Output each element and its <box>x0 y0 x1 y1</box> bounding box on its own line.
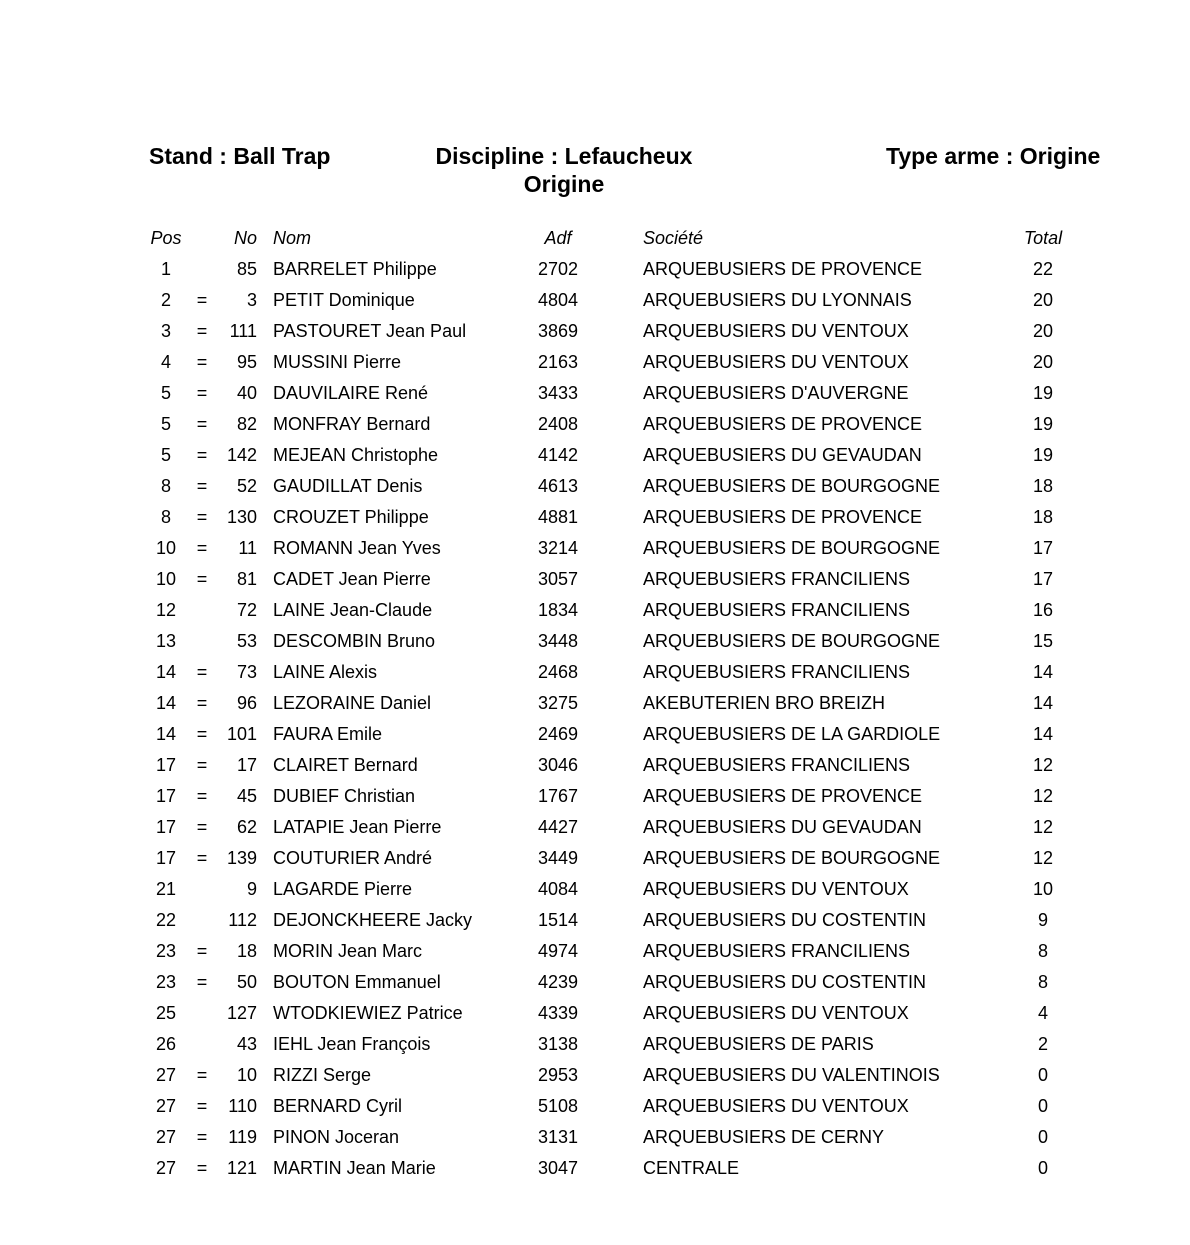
cell-pos: 8 <box>160 476 171 496</box>
cell-societe: ARQUEBUSIERS DE BOURGOGNE <box>643 476 941 496</box>
cell-no: 9 <box>246 879 257 899</box>
cell-no: 82 <box>236 414 257 434</box>
table-header-row <box>145 223 1073 254</box>
cell-pos: 5 <box>160 414 171 434</box>
cell-no: 50 <box>236 972 257 992</box>
cell-adf: 1514 <box>537 910 579 930</box>
cell-societe: ARQUEBUSIERS DU COSTENTIN <box>643 910 927 930</box>
table-row <box>145 781 1073 812</box>
cell-adf: 4974 <box>537 941 579 961</box>
cell-total: 18 <box>1032 507 1054 527</box>
cell-societe: ARQUEBUSIERS DE PROVENCE <box>643 414 923 434</box>
cell-no: 3 <box>246 290 257 310</box>
cell-total: 19 <box>1032 414 1054 434</box>
cell-societe: ARQUEBUSIERS FRANCILIENS <box>643 569 911 589</box>
table-row <box>145 440 1073 471</box>
cell-nom: LATAPIE Jean Pierre <box>273 817 442 837</box>
cell-pos: 2 <box>160 290 171 310</box>
cell-nom: MORIN Jean Marc <box>273 941 423 961</box>
cell-adf: 4239 <box>537 972 579 992</box>
cell-no: 40 <box>236 383 257 403</box>
table-row <box>145 1153 1073 1184</box>
cell-tie: = <box>196 321 208 341</box>
cell-pos: 5 <box>160 383 171 403</box>
cell-no: 85 <box>236 259 257 279</box>
cell-pos: 1 <box>160 259 171 279</box>
table-row <box>145 750 1073 781</box>
cell-no: 18 <box>236 941 257 961</box>
cell-pos: 13 <box>155 631 177 651</box>
cell-total: 12 <box>1032 848 1054 868</box>
cell-tie: = <box>196 414 208 434</box>
cell-adf: 5108 <box>537 1096 579 1116</box>
cell-total: 17 <box>1032 569 1054 589</box>
cell-societe: ARQUEBUSIERS DU LYONNAIS <box>643 290 912 310</box>
table-row <box>145 502 1073 533</box>
cell-adf: 2408 <box>537 414 579 434</box>
cell-pos: 4 <box>160 352 171 372</box>
cell-societe: ARQUEBUSIERS D'AUVERGNE <box>643 383 909 403</box>
cell-adf: 4427 <box>537 817 579 837</box>
cell-societe: ARQUEBUSIERS DE BOURGOGNE <box>643 848 941 868</box>
cell-nom: RIZZI Serge <box>273 1065 372 1085</box>
table-row <box>145 1060 1073 1091</box>
cell-pos: 27 <box>155 1096 177 1116</box>
cell-pos: 12 <box>155 600 177 620</box>
cell-nom: CADET Jean Pierre <box>273 569 431 589</box>
cell-societe: ARQUEBUSIERS DE BOURGOGNE <box>643 538 941 558</box>
table-row <box>145 285 1073 316</box>
cell-no: 43 <box>236 1034 257 1054</box>
column-header-nom: Nom <box>273 228 312 248</box>
table-row <box>145 1122 1073 1153</box>
cell-nom: MEJEAN Christophe <box>273 445 439 465</box>
cell-nom: BOUTON Emmanuel <box>273 972 441 992</box>
cell-no: 17 <box>236 755 257 775</box>
results-body <box>145 254 1073 1184</box>
weapon-type-title: Type arme : Origine <box>886 143 1101 169</box>
cell-adf: 2702 <box>537 259 579 279</box>
table-row <box>145 874 1073 905</box>
cell-pos: 3 <box>160 321 171 341</box>
cell-nom: LEZORAINE Daniel <box>273 693 432 713</box>
cell-total: 14 <box>1032 662 1054 682</box>
cell-no: 119 <box>228 1127 257 1147</box>
cell-nom: LAINE Jean-Claude <box>273 600 433 620</box>
cell-total: 22 <box>1032 259 1054 279</box>
cell-societe: ARQUEBUSIERS DE PROVENCE <box>643 786 923 806</box>
table-row <box>145 843 1073 874</box>
cell-adf: 3047 <box>537 1158 579 1178</box>
cell-nom: DAUVILAIRE René <box>273 383 429 403</box>
results-table <box>145 223 1073 1184</box>
cell-pos: 8 <box>160 507 171 527</box>
cell-societe: ARQUEBUSIERS DU GEVAUDAN <box>643 445 922 465</box>
cell-nom: LAINE Alexis <box>273 662 378 682</box>
cell-adf: 4804 <box>537 290 579 310</box>
table-row <box>145 254 1073 285</box>
cell-societe: AKEBUTERIEN BRO BREIZH <box>643 693 886 713</box>
cell-societe: ARQUEBUSIERS DE PARIS <box>643 1034 874 1054</box>
cell-nom: PETIT Dominique <box>273 290 415 310</box>
cell-nom: CLAIRET Bernard <box>273 755 418 775</box>
cell-nom: MONFRAY Bernard <box>273 414 431 434</box>
cell-tie: = <box>196 290 208 310</box>
cell-total: 0 <box>1037 1096 1048 1116</box>
table-row <box>145 657 1073 688</box>
cell-pos: 27 <box>155 1158 177 1178</box>
cell-adf: 4881 <box>537 507 579 527</box>
cell-societe: ARQUEBUSIERS DU GEVAUDAN <box>643 817 922 837</box>
cell-societe: ARQUEBUSIERS FRANCILIENS <box>643 755 911 775</box>
cell-total: 8 <box>1037 941 1048 961</box>
cell-societe: ARQUEBUSIERS DU VENTOUX <box>643 1003 909 1023</box>
table-row <box>145 347 1073 378</box>
column-header-total: Total <box>1023 228 1063 248</box>
table-row <box>145 905 1073 936</box>
table-row <box>145 626 1073 657</box>
cell-no: 81 <box>236 569 257 589</box>
cell-adf: 4339 <box>537 1003 579 1023</box>
cell-tie <box>187 905 217 936</box>
table-row <box>145 471 1073 502</box>
cell-pos: 21 <box>155 879 177 899</box>
cell-total: 0 <box>1037 1065 1048 1085</box>
cell-tie: = <box>196 817 208 837</box>
table-row <box>145 936 1073 967</box>
cell-nom: PINON Jocеran <box>273 1127 400 1147</box>
cell-no: 96 <box>236 693 257 713</box>
cell-pos: 22 <box>155 910 177 930</box>
cell-tie: = <box>196 352 208 372</box>
cell-nom: FAURA Emile <box>273 724 383 744</box>
cell-nom: BERNARD Cyril <box>273 1096 403 1116</box>
cell-no: 45 <box>236 786 257 806</box>
cell-total: 0 <box>1037 1158 1048 1178</box>
cell-no: 142 <box>226 445 257 465</box>
column-header-tie <box>187 223 217 254</box>
cell-societe: ARQUEBUSIERS DU VALENTINOIS <box>643 1065 940 1085</box>
table-row <box>145 1029 1073 1060</box>
cell-adf: 4613 <box>537 476 579 496</box>
cell-adf: 3275 <box>537 693 579 713</box>
cell-no: 72 <box>236 600 257 620</box>
cell-adf: 3046 <box>537 755 579 775</box>
cell-pos: 26 <box>155 1034 177 1054</box>
cell-tie: = <box>196 755 208 775</box>
cell-tie: = <box>196 1065 208 1085</box>
cell-nom: DEJONCKHEERE Jacky <box>273 910 473 930</box>
table-row <box>145 967 1073 998</box>
cell-nom: PASTOURET Jean Paul <box>273 321 467 341</box>
cell-no: 139 <box>226 848 257 868</box>
cell-tie <box>187 1029 217 1060</box>
table-row <box>145 316 1073 347</box>
stand-title: Stand : Ball Trap <box>149 143 331 169</box>
cell-total: 15 <box>1032 631 1054 651</box>
cell-tie: = <box>196 445 208 465</box>
cell-pos: 10 <box>155 538 177 558</box>
cell-nom: WTODKIEWIEZ Patrice <box>273 1003 463 1023</box>
cell-societe: ARQUEBUSIERS DE PROVENCE <box>643 259 923 279</box>
table-row <box>145 719 1073 750</box>
cell-societe: CENTRALE <box>643 1158 740 1178</box>
cell-tie: = <box>196 662 208 682</box>
cell-pos: 10 <box>155 569 177 589</box>
cell-total: 2 <box>1037 1034 1048 1054</box>
cell-nom: MUSSINI Pierre <box>273 352 402 372</box>
cell-no: 101 <box>226 724 257 744</box>
cell-tie <box>187 626 217 657</box>
cell-no: 110 <box>228 1096 257 1116</box>
cell-adf: 4142 <box>537 445 579 465</box>
cell-pos: 14 <box>155 724 177 744</box>
cell-nom: DESCOMBIN Bruno <box>273 631 436 651</box>
cell-total: 19 <box>1032 383 1054 403</box>
cell-adf: 3138 <box>537 1034 579 1054</box>
cell-total: 20 <box>1032 321 1054 341</box>
cell-pos: 5 <box>160 445 171 465</box>
table-row <box>145 1091 1073 1122</box>
cell-societe: ARQUEBUSIERS DU VENTOUX <box>643 352 909 372</box>
cell-total: 20 <box>1032 352 1054 372</box>
cell-pos: 17 <box>155 786 177 806</box>
cell-pos: 23 <box>155 941 177 961</box>
cell-total: 14 <box>1032 693 1054 713</box>
cell-societe: ARQUEBUSIERS FRANCILIENS <box>643 662 911 682</box>
cell-societe: ARQUEBUSIERS DE PROVENCE <box>643 507 923 527</box>
cell-tie: = <box>196 786 208 806</box>
cell-adf: 1834 <box>537 600 579 620</box>
cell-nom: BARRELET Philippe <box>273 259 437 279</box>
cell-pos: 27 <box>155 1127 177 1147</box>
cell-no: 11 <box>238 538 257 558</box>
cell-nom: IEHL Jean François <box>273 1034 431 1054</box>
cell-no: 121 <box>226 1158 257 1178</box>
cell-nom: COUTURIER André <box>273 848 433 868</box>
cell-societe: ARQUEBUSIERS FRANCILIENS <box>643 941 911 961</box>
cell-adf: 1767 <box>537 786 579 806</box>
cell-societe: ARQUEBUSIERS DU VENTOUX <box>643 1096 909 1116</box>
cell-tie: = <box>196 383 208 403</box>
cell-societe: ARQUEBUSIERS DE CERNY <box>643 1127 885 1147</box>
cell-tie: = <box>196 693 208 713</box>
cell-tie <box>187 254 217 285</box>
cell-tie: = <box>196 1096 208 1116</box>
cell-nom: LAGARDE Pierre <box>273 879 413 899</box>
cell-nom: MARTIN Jean Marie <box>273 1158 436 1178</box>
table-row <box>145 688 1073 719</box>
cell-pos: 23 <box>155 972 177 992</box>
cell-no: 73 <box>236 662 257 682</box>
cell-tie: = <box>196 724 208 744</box>
column-header-no: No <box>233 228 257 248</box>
cell-total: 4 <box>1037 1003 1048 1023</box>
cell-total: 10 <box>1032 879 1054 899</box>
cell-no: 10 <box>236 1065 257 1085</box>
cell-societe: ARQUEBUSIERS DU COSTENTIN <box>643 972 927 992</box>
table-row <box>145 812 1073 843</box>
cell-adf: 2469 <box>537 724 579 744</box>
cell-nom: DUBIEF Christian <box>273 786 416 806</box>
cell-tie <box>187 874 217 905</box>
cell-total: 14 <box>1032 724 1054 744</box>
cell-adf: 3214 <box>537 538 579 558</box>
cell-adf: 3433 <box>537 383 579 403</box>
cell-tie: = <box>196 1158 208 1178</box>
cell-adf: 3057 <box>537 569 579 589</box>
cell-societe: ARQUEBUSIERS DE LA GARDIOLE <box>643 724 941 744</box>
cell-total: 12 <box>1032 755 1054 775</box>
cell-adf: 3131 <box>537 1127 579 1147</box>
cell-tie <box>187 595 217 626</box>
table-row <box>145 409 1073 440</box>
cell-total: 16 <box>1032 600 1054 620</box>
cell-no: 127 <box>226 1003 257 1023</box>
cell-adf: 2953 <box>537 1065 579 1085</box>
cell-pos: 27 <box>155 1065 177 1085</box>
table-row <box>145 378 1073 409</box>
cell-tie: = <box>196 941 208 961</box>
cell-pos: 25 <box>155 1003 177 1023</box>
cell-pos: 17 <box>155 817 177 837</box>
cell-adf: 3869 <box>537 321 579 341</box>
cell-adf: 3449 <box>537 848 579 868</box>
table-row <box>145 998 1073 1029</box>
cell-nom: CROUZET Philippe <box>273 507 429 527</box>
cell-pos: 14 <box>155 693 177 713</box>
cell-societe: ARQUEBUSIERS DE BOURGOGNE <box>643 631 941 651</box>
cell-adf: 4084 <box>537 879 579 899</box>
cell-no: 112 <box>228 910 257 930</box>
cell-total: 20 <box>1032 290 1054 310</box>
cell-societe: ARQUEBUSIERS DU VENTOUX <box>643 321 909 341</box>
table-row <box>145 564 1073 595</box>
cell-nom: ROMANN Jean Yves <box>273 538 441 558</box>
cell-tie: = <box>196 538 208 558</box>
cell-tie: = <box>196 1127 208 1147</box>
cell-no: 130 <box>226 507 257 527</box>
cell-total: 18 <box>1032 476 1054 496</box>
discipline-line-2: Origine <box>523 171 605 197</box>
cell-tie: = <box>196 476 208 496</box>
cell-nom: GAUDILLAT Denis <box>273 476 423 496</box>
cell-tie: = <box>196 848 208 868</box>
column-header-societe: Société <box>643 228 704 248</box>
cell-adf: 2468 <box>537 662 579 682</box>
column-header-adf: Adf <box>544 228 572 248</box>
cell-no: 53 <box>236 631 257 651</box>
table-row <box>145 595 1073 626</box>
cell-no: 95 <box>236 352 257 372</box>
cell-no: 62 <box>236 817 257 837</box>
cell-pos: 17 <box>155 848 177 868</box>
cell-total: 8 <box>1037 972 1048 992</box>
discipline-line-1: Discipline : Lefaucheux <box>435 143 693 169</box>
cell-total: 9 <box>1037 910 1048 930</box>
cell-tie: = <box>196 972 208 992</box>
cell-total: 17 <box>1032 538 1054 558</box>
cell-pos: 14 <box>155 662 177 682</box>
cell-societe: ARQUEBUSIERS DU VENTOUX <box>643 879 909 899</box>
cell-tie <box>187 998 217 1029</box>
cell-adf: 2163 <box>537 352 579 372</box>
column-header-pos: Pos <box>150 228 182 248</box>
cell-societe: ARQUEBUSIERS FRANCILIENS <box>643 600 911 620</box>
table-row <box>145 533 1073 564</box>
discipline-title <box>380 142 748 198</box>
cell-tie: = <box>196 507 208 527</box>
cell-no: 52 <box>236 476 257 496</box>
cell-no: 111 <box>229 321 257 341</box>
cell-tie: = <box>196 569 208 589</box>
cell-total: 19 <box>1032 445 1054 465</box>
cell-total: 12 <box>1032 817 1054 837</box>
cell-total: 12 <box>1032 786 1054 806</box>
cell-adf: 3448 <box>537 631 579 651</box>
cell-pos: 17 <box>155 755 177 775</box>
cell-total: 0 <box>1037 1127 1048 1147</box>
